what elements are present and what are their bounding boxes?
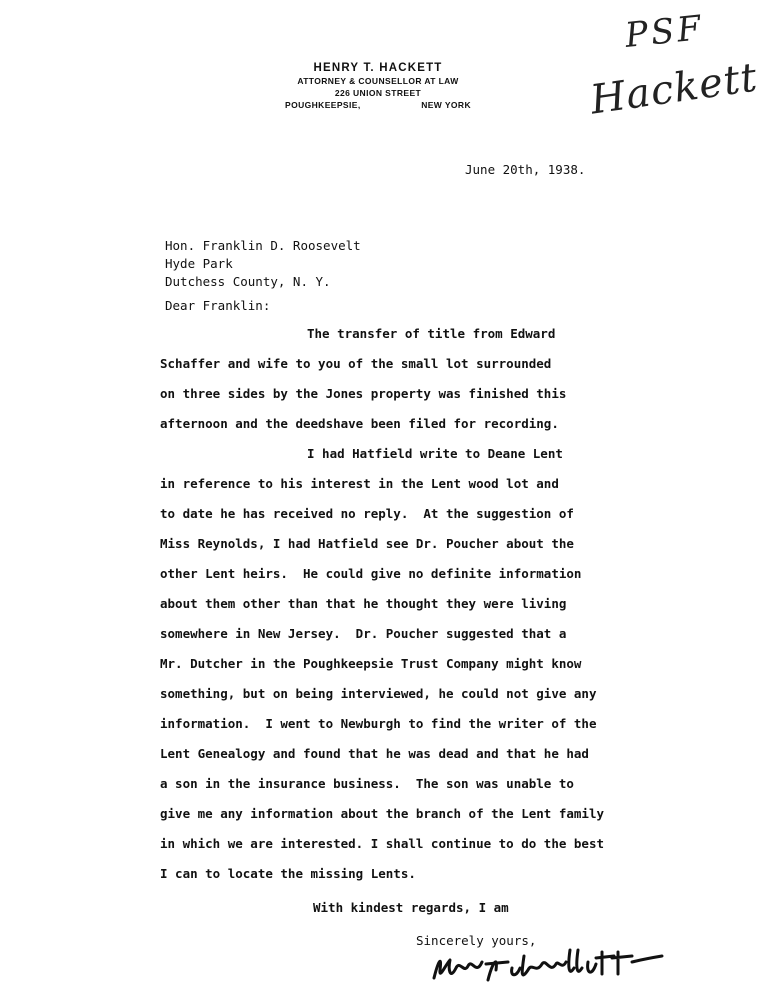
- closing: With kindest regards, I am: [313, 900, 509, 915]
- body-line: in which we are interested. I shall continue to do the best: [160, 836, 605, 851]
- body-line: The transfer of title from Edward: [307, 326, 556, 341]
- recipient-line: Dutchess County, N. Y.: [165, 274, 331, 289]
- body-line: other Lent heirs. He could give no definite information: [160, 566, 582, 581]
- body-line: Lent Genealogy and found that he was dead and that he had: [160, 746, 589, 761]
- body-line: I had Hatfield write to Deane Lent: [307, 446, 563, 461]
- recipient-line: Hon. Franklin D. Roosevelt: [165, 238, 361, 253]
- recipient-line: Hyde Park: [165, 256, 233, 271]
- letterhead-city: POUGHKEEPSIE,: [285, 100, 361, 110]
- body-line: I can to locate the missing Lents.: [160, 866, 416, 881]
- file-name-annotation: Hackett: [587, 54, 761, 124]
- body-line: Schaffer and wife to you of the small lot surrounded: [160, 356, 552, 371]
- body-line: Mr. Dutcher in the Poughkeepsie Trust Company might know: [160, 656, 582, 671]
- letterhead-street: 226 UNION STREET: [334, 88, 422, 98]
- body-line: on three sides by the Jones property was finished this: [160, 386, 567, 401]
- handwritten-signature: [428, 940, 668, 990]
- letter-body: [160, 324, 630, 894]
- body-line: something, but on being interviewed, he could not give any: [160, 686, 597, 701]
- body-line: about them other than that he thought they were living: [160, 596, 567, 611]
- file-code-annotation: PSF: [623, 7, 706, 57]
- body-line: in reference to his interest in the Lent wood lot and: [160, 476, 559, 491]
- body-line: give me any information about the branch of the Lent family: [160, 806, 605, 821]
- body-line: to date he has received no reply. At the suggestion of: [160, 506, 574, 521]
- letter-date: June 20th, 1938.: [465, 162, 586, 177]
- letterhead-state: NEW YORK: [421, 100, 471, 110]
- recipient-address: [165, 237, 361, 291]
- letterhead-title: ATTORNEY & COUNSELLOR AT LAW: [297, 76, 459, 86]
- salutation: Dear Franklin:: [165, 298, 271, 313]
- letterhead-city-row: [283, 100, 473, 110]
- body-line: Miss Reynolds, I had Hatfield see Dr. Poucher about the: [160, 536, 574, 551]
- body-line: information. I went to Newburgh to find the writer of the: [160, 716, 597, 731]
- letterhead-name: HENRY T. HACKETT: [313, 62, 443, 74]
- body-line: somewhere in New Jersey. Dr. Poucher suggested that a: [160, 626, 567, 641]
- body-line: afternoon and the deedshave been filed for recording.: [160, 416, 559, 431]
- valediction: Sincerely yours,: [416, 933, 537, 948]
- body-line: a son in the insurance business. The son was unable to: [160, 776, 574, 791]
- letterhead: [283, 62, 473, 110]
